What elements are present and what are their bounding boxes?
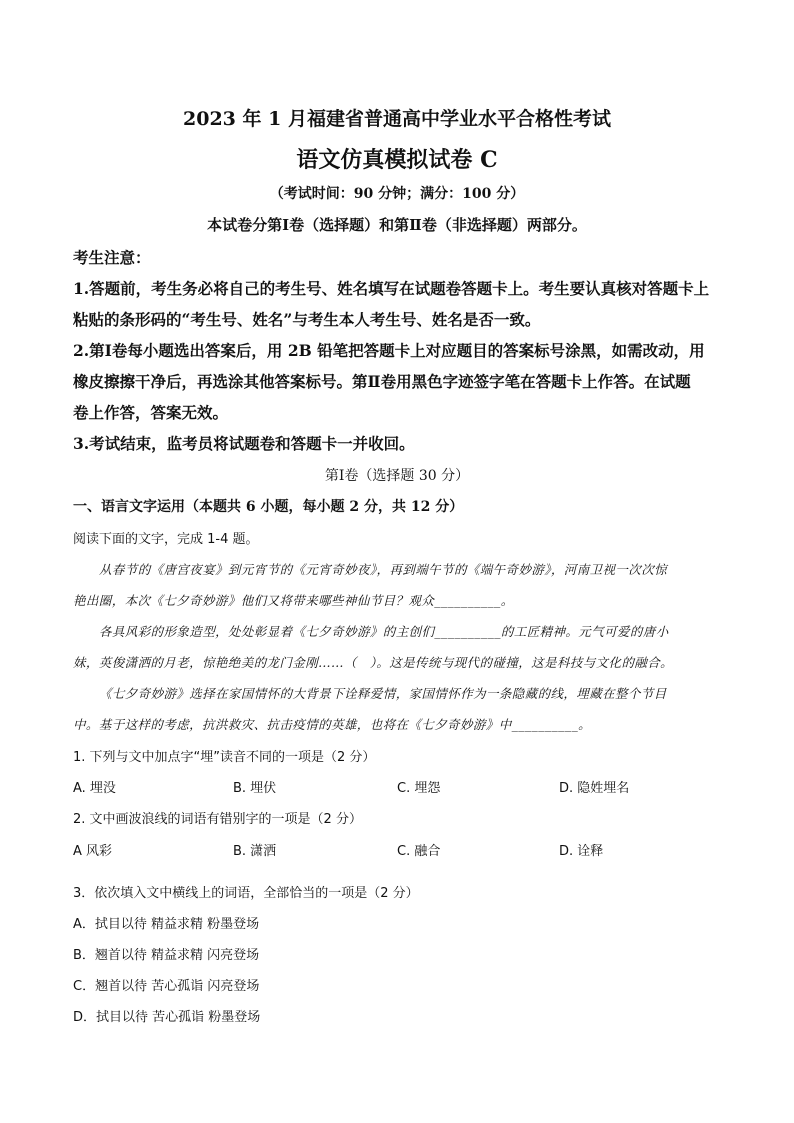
passage-line: 中。基于这样的考虑，抗洪救灾、抗击疫情的英雄，也将在《七夕奇妙游》中__________。 <box>73 717 592 732</box>
notice-line: 2.第Ⅰ卷每小题选出答案后，用 2B 铅笔把答题卡上对应题目的答案标号涂黑，如需改动，用 <box>73 341 705 360</box>
question-2-stem: 2. 文中画波浪线的词语有错别字的一项是（2 分） <box>73 812 362 827</box>
exam-subtitle: 语文仿真模拟试卷 C <box>296 147 498 173</box>
notice-heading: 考生注意： <box>73 248 151 267</box>
passage-line: 妹，英俊潇洒的月老，惊艳绝美的龙门金刚……（ ）。这是传统与现代的碰撞，这是科技与文化的融合。 <box>73 655 674 670</box>
passage-line: 从春节的《唐宫夜宴》到元宵节的《元宵奇妙夜》，再到端午节的《端午奇妙游》，河南卫视一次次惊 <box>99 562 668 577</box>
question-3-option-a: A．拭目以待 精益求精 粉墨登场 <box>73 917 260 932</box>
reading-instruction: 阅读下面的文字，完成 1-4 题。 <box>73 532 259 547</box>
section1-heading: 一、语言文字运用（本题共 6 小题，每小题 2 分，共 12 分） <box>73 499 464 515</box>
question-2-option-c: C. 融合 <box>397 844 441 859</box>
question-3-option-d: D．拭目以待 苦心孤诣 粉墨登场 <box>73 1010 261 1025</box>
question-1-option-c: C. 埋怨 <box>397 781 441 796</box>
question-1-option-d: D. 隐姓埋名 <box>559 781 630 796</box>
question-2-option-d: D. 诠释 <box>559 844 604 859</box>
question-3-option-c: C．翘首以待 苦心孤诣 闪亮登场 <box>73 979 260 994</box>
question-1-stem: 1. 下列与文中加点字“埋”读音不同的一项是（2 分） <box>73 750 376 765</box>
notice-line: 1.答题前，考生务必将自己的考生号、姓名填写在试题卷答题卡上。考生要认真核对答题卡上 <box>73 279 710 298</box>
question-3-option-b: B．翘首以待 精益求精 闪亮登场 <box>73 948 260 963</box>
part1-title: 第Ⅰ卷（选择题 30 分） <box>324 468 470 484</box>
exam-title: 2023 年 1 月福建省普通高中学业水平合格性考试 <box>183 108 611 130</box>
parts-note: 本试卷分第Ⅰ卷（选择题）和第Ⅱ卷（非选择题）两部分。 <box>207 216 587 234</box>
passage-line: 艳出圈，本次《七夕奇妙游》他们又将带来哪些神仙节目？观众__________。 <box>73 593 514 608</box>
question-2-option-b: B. 潇洒 <box>233 844 277 859</box>
question-1-option-b: B. 埋伏 <box>233 781 277 796</box>
question-2-option-a: A 风彩 <box>73 844 113 859</box>
notice-line: 3.考试结束，监考员将试题卷和答题卡一并收回。 <box>73 434 415 453</box>
reading-passage <box>73 554 721 740</box>
question-3-stem: 3．依次填入文中横线上的词语，全部恰当的一项是（2 分） <box>73 886 419 901</box>
exam-info: （考试时间：90 分钟；满分：100 分） <box>269 186 525 202</box>
question-1-option-a: A. 埋没 <box>73 781 116 796</box>
passage-line: 《七夕奇妙游》选择在家国情怀的大背景下诠释爱情，家国情怀作为一条隐藏的线，埋藏在整个节目 <box>99 686 667 701</box>
notice-line: 卷上作答，答案无效。 <box>73 403 229 422</box>
notice-line: 橡皮擦擦干净后，再选涂其他答案标号。第Ⅱ卷用黑色字迹签字笔在答题卡上作答。在试题 <box>73 372 691 391</box>
passage-line: 各具风彩的形象造型，处处彰显着《七夕奇妙游》的主创们__________的工匠精神。元气可爱的唐小 <box>99 624 669 639</box>
notice-line: 粘贴的条形码的“考生号、姓名”与考生本人考生号、姓名是否一致。 <box>73 310 541 329</box>
